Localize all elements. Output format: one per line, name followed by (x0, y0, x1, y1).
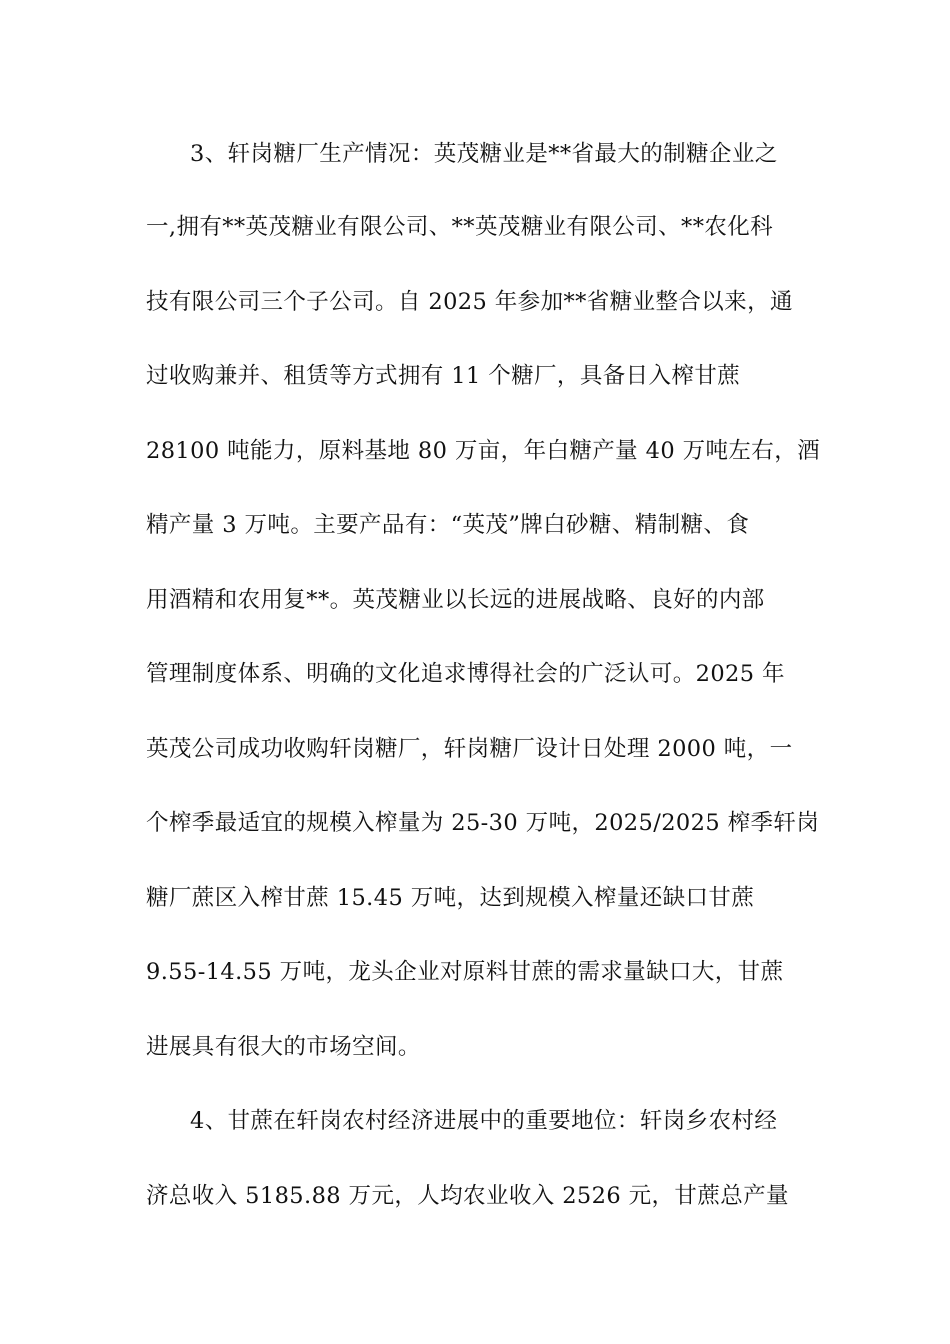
paragraph-3-line-6: 精产量 3 万吨。主要产品有：“英茂”牌白砂糖、精制糖、食 (146, 512, 750, 538)
paragraph-4-line-2: 济总收入 5185.88 万元，人均农业收入 2526 元，甘蔗总产量 (146, 1183, 789, 1209)
paragraph-3-line-7: 用酒精和农用复**。英茂糖业以长远的进展战略、良好的内部 (146, 587, 765, 613)
paragraph-3-line-2: 一,拥有**英茂糖业有限公司、**英茂糖业有限公司、**农化科 (146, 214, 774, 240)
paragraph-3-line-3: 技有限公司三个子公司。自 2025 年参加**省糖业整合以来，通 (146, 289, 793, 315)
paragraph-3-line-13: 进展具有很大的市场空间。 (146, 1034, 421, 1060)
paragraph-3-line-5: 28100 吨能力，原料基地 80 万亩，年白糖产量 40 万吨左右，酒 (146, 438, 820, 464)
paragraph-3-line-4: 过收购兼并、租赁等方式拥有 11 个糖厂，具备日入榨甘蔗 (146, 363, 741, 389)
paragraph-3-line-12: 9.55-14.55 万吨，龙头企业对原料甘蔗的需求量缺口大，甘蔗 (146, 959, 784, 985)
paragraph-4-line-1: 4、甘蔗在轩岗农村经济进展中的重要地位：轩岗乡农村经 (190, 1108, 778, 1134)
paragraph-3-line-8: 管理制度体系、明确的文化追求博得社会的广泛认可。2025 年 (146, 661, 785, 687)
paragraph-3-line-10: 个榨季最适宜的规模入榨量为 25-30 万吨，2025/2025 榨季轩岗 (146, 810, 820, 836)
paragraph-3-line-11: 糖厂蔗区入榨甘蔗 15.45 万吨，达到规模入榨量还缺口甘蔗 (146, 885, 755, 911)
paragraph-3-line-9: 英茂公司成功收购轩岗糖厂，轩岗糖厂设计日处理 2000 吨，一 (146, 736, 793, 762)
paragraph-3-line-1: 3、轩岗糖厂生产情况：英茂糖业是**省最大的制糖企业之 (190, 141, 778, 167)
